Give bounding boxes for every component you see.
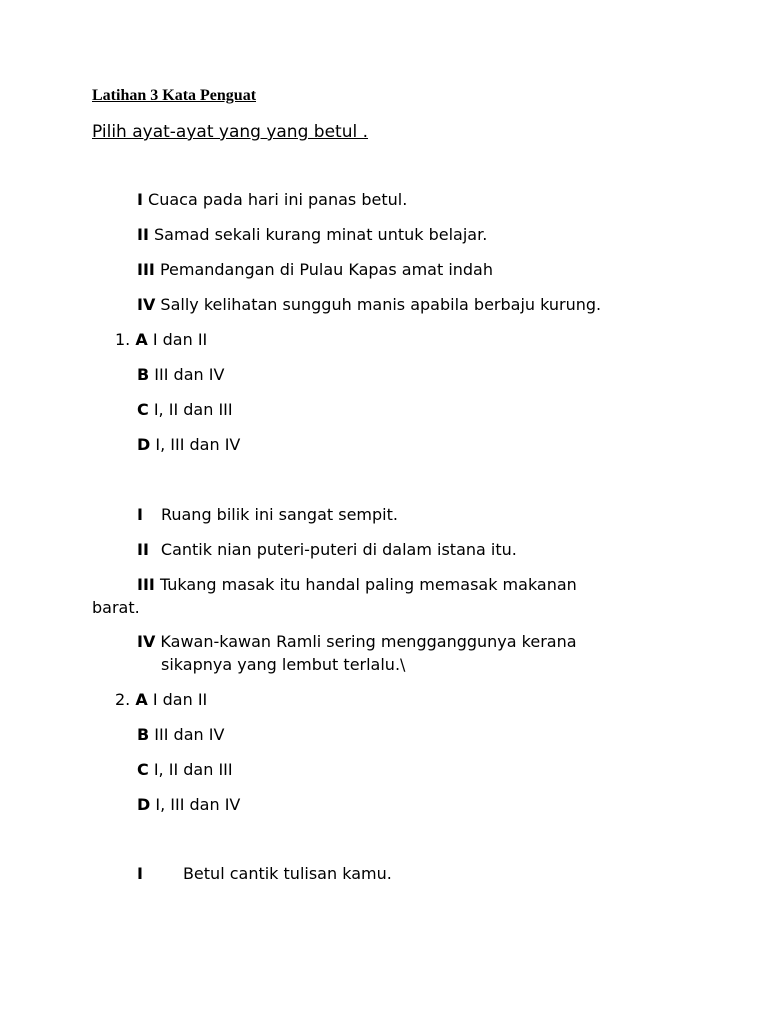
option-text: I dan II <box>147 330 208 349</box>
q2-statement-1 <box>137 505 398 525</box>
option-text: I, III dan IV <box>150 435 241 454</box>
q2-option-a <box>115 690 207 710</box>
roman-numeral: I <box>137 190 143 209</box>
roman-numeral: III <box>137 260 155 279</box>
option-letter: C <box>137 400 149 419</box>
option-letter: B <box>137 365 150 384</box>
roman-numeral: IV <box>137 295 156 314</box>
q2-statement-2 <box>137 540 517 560</box>
statement-text: Samad sekali kurang minat untuk belajar. <box>148 225 488 244</box>
q2-statement-3-continuation: barat. <box>92 598 140 617</box>
statement-text: Sally kelihatan sungguh manis apabila berbaju kurung. <box>155 295 602 314</box>
option-letter: D <box>137 795 151 814</box>
q1-option-d <box>137 435 240 455</box>
q2-statement-4-continuation: sikapnya yang lembut terlalu.\ <box>161 655 406 674</box>
statement-text: Betul cantik tulisan kamu. <box>182 864 392 883</box>
q2-statement-3 <box>137 575 577 595</box>
option-text: III dan IV <box>149 365 225 384</box>
statement-text: Cuaca pada hari ini panas betul. <box>142 190 408 209</box>
statement-text: Pemandangan di Pulau Kapas amat indah <box>154 260 493 279</box>
roman-numeral: IV <box>137 632 156 651</box>
roman-numeral: II <box>137 225 149 244</box>
q1-statement-4 <box>137 295 601 315</box>
roman-numeral: III <box>137 575 155 594</box>
q2-option-c <box>137 760 233 780</box>
q1-option-a <box>115 330 207 350</box>
roman-numeral: I <box>137 505 143 524</box>
option-letter: D <box>137 435 151 454</box>
q2-option-d <box>137 795 240 815</box>
q1-statement-2 <box>137 225 487 245</box>
question-number: 1. <box>115 330 131 349</box>
option-text: I, II dan III <box>148 400 233 419</box>
instruction-text: Pilih ayat-ayat yang yang betul . <box>92 122 369 142</box>
option-text: I dan II <box>147 690 208 709</box>
statement-text: Ruang bilik ini sangat sempit. <box>160 505 398 524</box>
option-text: I, II dan III <box>148 760 233 779</box>
option-text: III dan IV <box>149 725 225 744</box>
q2-statement-4 <box>137 632 577 652</box>
option-letter: B <box>137 725 150 744</box>
roman-numeral: II <box>137 540 149 559</box>
q1-statement-1 <box>137 190 407 210</box>
roman-numeral: I <box>137 864 143 883</box>
question-number: 2. <box>115 690 131 709</box>
q1-statement-3 <box>137 260 493 280</box>
q1-option-b <box>137 365 224 385</box>
statement-text: Tukang masak itu handal paling memasak makanan <box>154 575 577 594</box>
option-letter: C <box>137 760 149 779</box>
exercise-title: Latihan 3 Kata Penguat <box>92 87 257 104</box>
option-letter: A <box>135 330 148 349</box>
q1-option-c <box>137 400 233 420</box>
option-letter: A <box>135 690 148 709</box>
q3-statement-1 <box>137 864 392 884</box>
option-text: I, III dan IV <box>150 795 241 814</box>
statement-text: Cantik nian puteri-puteri di dalam istana itu. <box>160 540 517 559</box>
statement-text: Kawan-kawan Ramli sering mengganggunya kerana <box>155 632 577 651</box>
q2-option-b <box>137 725 224 745</box>
